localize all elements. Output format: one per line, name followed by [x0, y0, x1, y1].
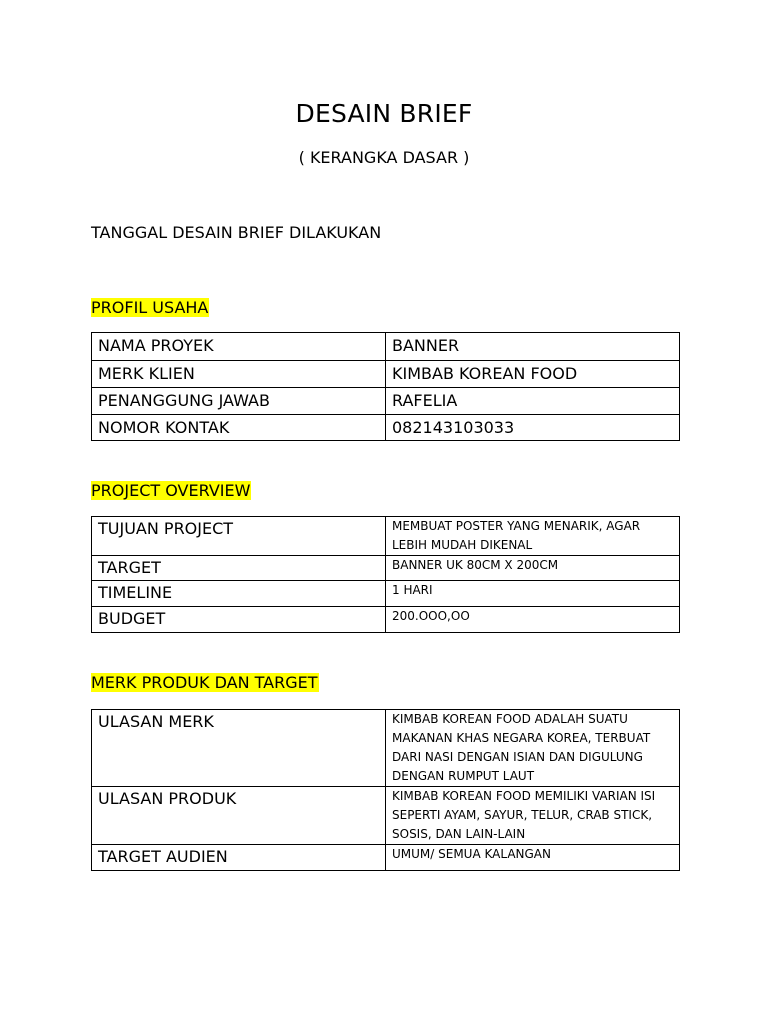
row-label: TARGET: [92, 556, 386, 581]
row-label: BUDGET: [92, 607, 386, 633]
table-row: [92, 388, 680, 415]
section-heading-profil-usaha: [91, 296, 209, 319]
row-label: NOMOR KONTAK: [92, 415, 386, 441]
section-heading-text: MERK PRODUK DAN TARGET: [91, 673, 318, 692]
row-value: 1 HARI: [386, 581, 680, 607]
table-row: [92, 333, 680, 361]
project-overview-table: [91, 516, 680, 633]
row-value: KIMBAB KOREAN FOOD: [386, 361, 680, 388]
row-label: PENANGGUNG JAWAB: [92, 388, 386, 415]
brief-date-label: TANGGAL DESAIN BRIEF DILAKUKAN: [91, 223, 382, 242]
table-row: [92, 845, 680, 871]
table-row: [92, 517, 680, 556]
table-row: [92, 415, 680, 441]
row-value: KIMBAB KOREAN FOOD ADALAH SUATU MAKANAN KHAS NEGARA KOREA, TERBUAT DARI NASI DENGAN ISIAN DAN DIGULUNG DENGAN RUMPUT LAUT: [386, 710, 680, 787]
row-value: MEMBUAT POSTER YANG MENARIK, AGAR LEBIH MUDAH DIKENAL: [386, 517, 680, 556]
document-subtitle: ( KERANGKA DASAR ): [298, 148, 470, 167]
row-value: RAFELIA: [386, 388, 680, 415]
table-row: [92, 581, 680, 607]
row-label: TUJUAN PROJECT: [92, 517, 386, 556]
row-value: BANNER UK 80CM X 200CM: [386, 556, 680, 581]
row-label: TIMELINE: [92, 581, 386, 607]
row-label: TARGET AUDIEN: [92, 845, 386, 871]
table-row: [92, 361, 680, 388]
section-heading-merk-produk: [91, 671, 319, 694]
table-row: [92, 710, 680, 787]
document-title: DESAIN BRIEF: [295, 99, 473, 128]
table-row: [92, 556, 680, 581]
merk-produk-table: [91, 709, 680, 871]
row-value: 082143103033: [386, 415, 680, 441]
section-heading-text: PROJECT OVERVIEW: [91, 481, 251, 500]
row-label: NAMA PROYEK: [92, 333, 386, 361]
row-label: MERK KLIEN: [92, 361, 386, 388]
section-heading-text: PROFIL USAHA: [91, 298, 209, 317]
row-value: UMUM/ SEMUA KALANGAN: [386, 845, 680, 871]
row-value: KIMBAB KOREAN FOOD MEMILIKI VARIAN ISI SEPERTI AYAM, SAYUR, TELUR, CRAB STICK, SOSIS, DAN LAIN-LAIN: [386, 787, 680, 845]
row-label: ULASAN MERK: [92, 710, 386, 787]
row-label: ULASAN PRODUK: [92, 787, 386, 845]
profil-usaha-table: [91, 332, 680, 441]
table-row: [92, 607, 680, 633]
row-value: BANNER: [386, 333, 680, 361]
section-heading-project-overview: [91, 479, 251, 502]
row-value: 200.OOO,OO: [386, 607, 680, 633]
table-row: [92, 787, 680, 845]
